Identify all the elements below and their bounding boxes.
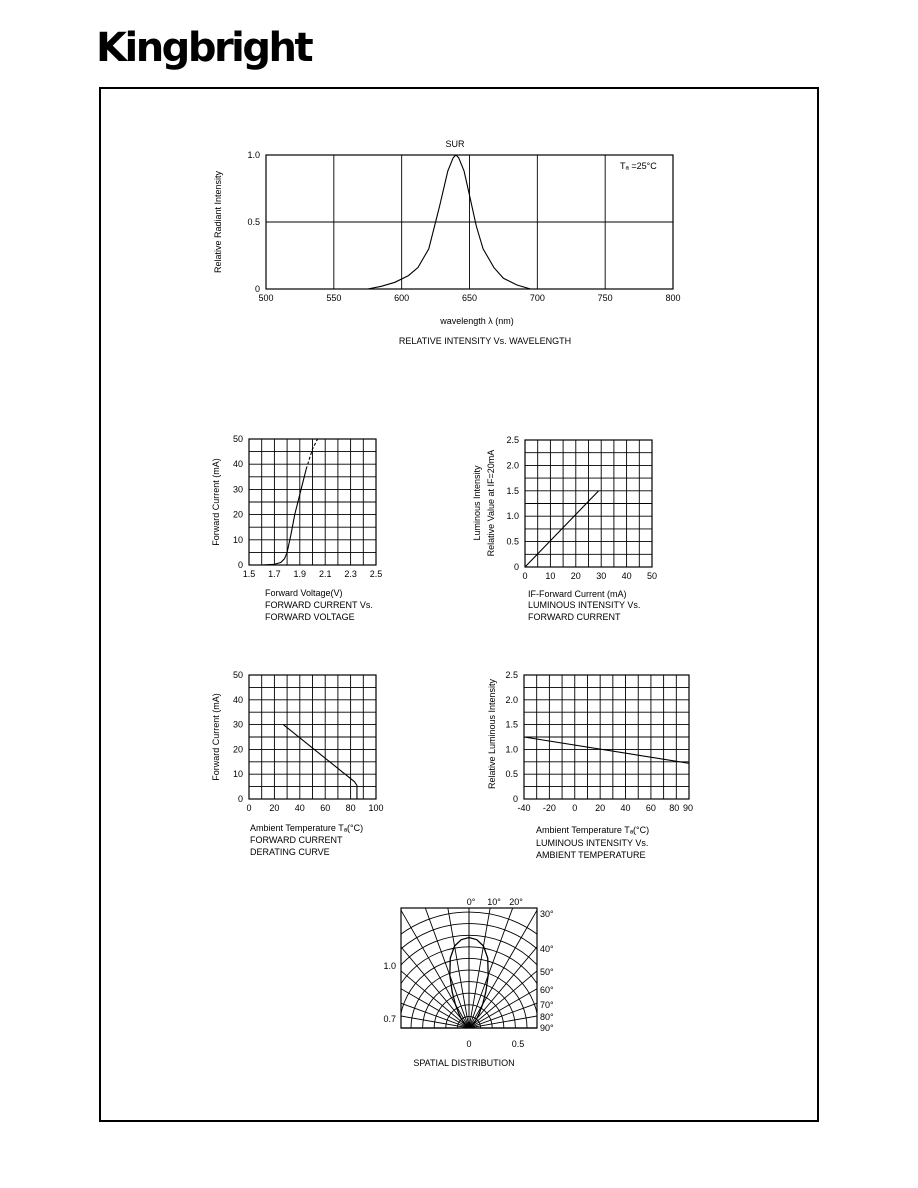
li_temp-y-tick-label: 2.0	[505, 694, 518, 705]
li-y-tick-label: 1.5	[506, 485, 519, 496]
derating-y-tick-label: 0	[237, 794, 243, 804]
brand-logo: Kingbright	[96, 25, 312, 71]
li-temp-x-axis-label: Ambient Temperature Tₐ(°C)	[536, 825, 650, 835]
li-caption-line2: FORWARD CURRENT	[528, 612, 621, 622]
spatial-bottom-label: 0.5	[511, 1039, 525, 1049]
li-x-tick-label: 30	[596, 571, 607, 581]
iv-y-tick-label: 50	[232, 434, 243, 444]
spatial-radial	[469, 928, 642, 1028]
spectrum-y-tick-label: 1.0	[247, 150, 260, 160]
spatial-angle-label: 60°	[540, 985, 554, 995]
spectrum-series-label: SUR	[445, 139, 465, 149]
derating-y-tick-label: 20	[232, 744, 243, 755]
iv-x-tick-label: 2.1	[318, 569, 332, 579]
spatial-bottom-label: 0	[466, 1039, 472, 1049]
spectrum-x-tick-label: 500	[258, 293, 274, 303]
li_temp-series-line	[524, 737, 689, 763]
li_temp-x-tick-label: -40	[517, 803, 531, 813]
li-temp-caption-line1: LUMINOUS INTENSITY Vs.	[536, 838, 649, 848]
li-x-axis-label: IF-Forward Current (mA)	[528, 589, 627, 599]
li_temp-x-tick-label: -20	[542, 803, 556, 813]
spatial-caption: SPATIAL DISTRIBUTION	[413, 1058, 515, 1068]
iv-x-tick-label: 1.9	[293, 569, 307, 579]
iv-y-tick-label: 30	[232, 484, 243, 495]
spectrum-caption: RELATIVE INTENSITY Vs. WAVELENGTH	[398, 336, 572, 346]
li-y-tick-label: 2.0	[506, 460, 519, 471]
li-x-tick-label: 40	[621, 571, 632, 581]
iv-y-tick-label: 20	[232, 509, 243, 520]
derating-y-axis-label: Forward Current (mA)	[211, 693, 221, 781]
spectrum-x-tick-label: 750	[597, 293, 613, 303]
li_temp-x-tick-label: 20	[595, 803, 606, 813]
li_temp-x-tick-label: 60	[645, 803, 656, 813]
li_temp-y-axis-label: Relative Luminous Intensity	[487, 678, 497, 790]
li-caption-line1: LUMINOUS INTENSITY Vs.	[528, 600, 641, 610]
li-y-axis-label-2: Relative Value at IF=20mA	[486, 449, 496, 557]
iv-y-tick-label: 10	[232, 534, 243, 545]
spectrum-x-tick-label: 800	[665, 293, 681, 303]
derating-y-tick-label: 40	[232, 694, 243, 705]
derating-y-tick-label: 50	[232, 670, 243, 680]
iv-x-tick-label: 1.5	[242, 569, 256, 579]
li-y-tick-label: 2.5	[506, 435, 519, 445]
li-x-tick-label: 20	[570, 571, 581, 581]
spectrum-y-axis-label: Relative Radiant Intensity	[213, 170, 223, 274]
iv-x-tick-label: 2.3	[344, 569, 357, 579]
derating-x-tick-label: 60	[320, 803, 331, 813]
li-x-tick-label: 0	[522, 571, 528, 581]
iv-y-tick-label: 0	[237, 560, 243, 570]
spectrum-x-axis-label: wavelength λ (nm)	[440, 316, 514, 326]
derating-y-tick-label: 10	[232, 769, 243, 780]
li_temp-y-tick-label: 2.5	[505, 670, 518, 680]
spectrum-x-tick-label: 700	[529, 293, 545, 303]
spatial-angle-label: 90°	[540, 1023, 554, 1033]
li_temp-x-tick-label: 40	[620, 803, 631, 813]
spatial-angle-label: 80°	[540, 1012, 554, 1022]
spatial-angle-label: 0°	[466, 897, 476, 907]
iv-caption-line2: FORWARD VOLTAGE	[265, 612, 355, 622]
spatial-r-label: 1.0	[383, 961, 396, 971]
li-x-tick-label: 10	[545, 571, 556, 581]
spectrum-x-tick-label: 600	[394, 293, 410, 303]
derating-y-tick-label: 30	[232, 719, 243, 730]
li-temp-caption-line2: AMBIENT TEMPERATURE	[536, 850, 646, 860]
li_temp-y-tick-label: 0.5	[505, 769, 518, 780]
li_temp-x-tick-label: 80	[669, 803, 680, 813]
iv-y-tick-label: 40	[232, 459, 243, 470]
spectrum-x-tick-label: 650	[461, 293, 478, 303]
iv-x-axis-label: Forward Voltage(V)	[265, 588, 343, 598]
spatial-angle-label: 30°	[540, 909, 554, 919]
spatial-r-label: 0.7	[383, 1014, 396, 1024]
spectrum-temperature-annotation: Tₐ =25°C	[620, 161, 657, 171]
derating-x-tick-label: 100	[368, 803, 384, 813]
iv-x-tick-label: 1.7	[268, 569, 281, 579]
li-y-tick-label: 1.0	[506, 511, 519, 522]
spatial-angle-label: 10°	[487, 897, 501, 907]
spatial-angle-label: 70°	[540, 1000, 554, 1010]
li-y-tick-label: 0.5	[506, 536, 519, 547]
li_temp-y-tick-label: 1.5	[505, 719, 518, 730]
iv-y-axis-label: Forward Current (mA)	[211, 458, 221, 546]
derating-x-tick-label: 40	[294, 803, 305, 813]
li_temp-y-tick-label: 1.0	[505, 744, 518, 755]
li-y-axis-label: Luminous Intensity	[472, 465, 482, 541]
spatial-radial	[296, 928, 469, 1028]
iv-x-tick-label: 2.5	[369, 569, 383, 579]
iv-caption-line1: FORWARD CURRENT Vs.	[265, 600, 373, 610]
spatial-angle-label: 20°	[509, 897, 523, 907]
li_temp-x-tick-label: 0	[572, 803, 578, 813]
spectrum-y-tick-label: 0.5	[247, 217, 260, 227]
li-y-tick-label: 0	[513, 562, 519, 572]
iv-series-line-dashed	[306, 439, 317, 469]
derating-x-tick-label: 0	[246, 803, 252, 813]
derating-x-tick-label: 20	[269, 803, 280, 813]
spectrum-x-tick-label: 550	[326, 293, 342, 303]
li-x-tick-label: 50	[646, 571, 658, 581]
li_temp-x-tick-label: 90	[683, 803, 694, 813]
spatial-angle-label: 40°	[540, 944, 554, 954]
li_temp-y-tick-label: 0	[512, 794, 518, 804]
derating-caption-line1: FORWARD CURRENT	[250, 835, 343, 845]
derating-x-tick-label: 80	[345, 803, 356, 813]
derating-caption-line2: DERATING CURVE	[250, 847, 330, 857]
spectrum-y-tick-label: 0	[254, 284, 260, 294]
derating-x-axis-label: Ambient Temperature Tₐ(°C)	[250, 823, 364, 833]
spatial-angle-label: 50°	[540, 967, 554, 977]
